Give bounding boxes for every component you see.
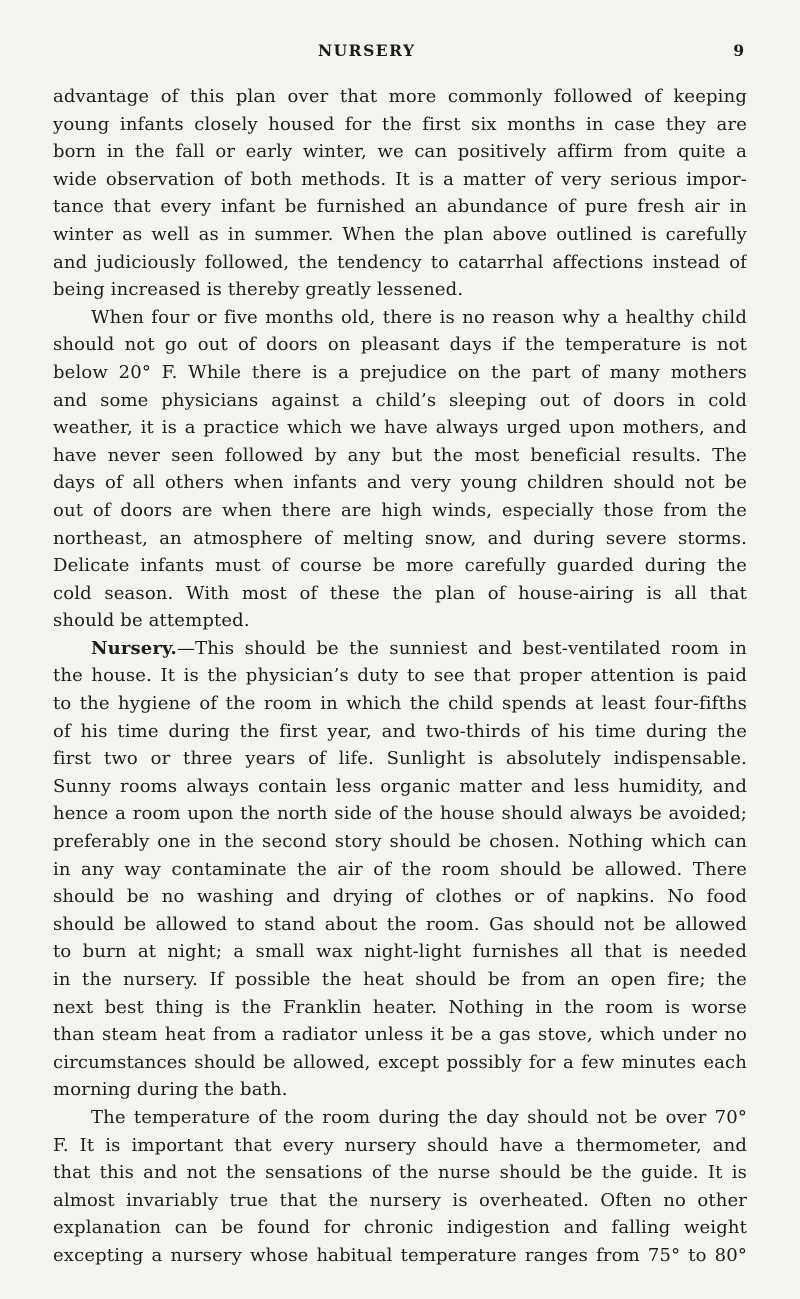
section-opening-line	[53, 635, 747, 663]
text-line: weather, it is a practice which we have always urged upon mothers, and	[53, 417, 747, 439]
text-line: than steam heat from a radiator unless it be a gas stove, which under no	[53, 1024, 747, 1046]
text-line: born in the fall or early winter, we can positively affirm from quite a	[53, 141, 747, 163]
text-line: northeast, an atmosphere of melting snow, and during severe storms.	[53, 527, 747, 549]
text-line: the house. It is the physician’s duty to see that proper attention is paid	[53, 665, 747, 687]
text-line: of his time during the first year, and two-thirds of his time during the	[53, 720, 747, 742]
text-line: wide observation of both methods. It is a matter of very serious impor-	[53, 168, 747, 190]
section-opening-text: —This should be the sunniest and best-ventilated room in	[176, 637, 747, 659]
text-line: almost invariably true that the nursery is overheated. Often no other	[53, 1189, 747, 1211]
page-number: 9	[733, 41, 744, 60]
text-line: and some physicians against a child’s sleeping out of doors in cold	[53, 389, 747, 411]
text-line: winter as well as in summer. When the plan above outlined is carefully	[53, 223, 747, 245]
text-line: Delicate infants must of course be more carefully guarded during the	[53, 555, 747, 577]
text-line: next best thing is the Franklin heater. Nothing in the room is worse	[53, 996, 747, 1018]
text-line: below 20° F. While there is a prejudice on the part of many mothers	[53, 361, 747, 383]
text-line: in the nursery. If possible the heat should be from an open fire; the	[53, 969, 747, 990]
text-line: being increased is thereby greatly lessened.	[53, 279, 464, 301]
text-line: advantage of this plan over that more commonly followed of keeping	[53, 86, 747, 107]
text-line: have never seen followed by any but the most beneficial results. The	[53, 444, 747, 466]
text-line: cold season. With most of these the plan of house-airing is all that	[53, 582, 747, 604]
text-line: morning during the bath.	[53, 1079, 288, 1101]
text-line: to the hygiene of the room in which the child spends at least four-fifths	[53, 693, 747, 715]
text-line: Sunny rooms always contain less organic matter and less humidity, and	[53, 775, 747, 797]
text-line: young infants closely housed for the first six months in case they are	[53, 113, 747, 135]
running-head-title: NURSERY	[318, 41, 416, 60]
text-line: should be allowed to stand about the room. Gas should not be allowed	[53, 913, 747, 935]
text-line: first two or three years of life. Sunlight is absolutely indispensable.	[53, 748, 747, 770]
text-line: preferably one in the second story should be chosen. Nothing which can	[53, 831, 747, 853]
text-line: that this and not the sensations of the nurse should be the guide. It is	[53, 1162, 747, 1184]
text-line: tance that every infant be furnished an abundance of pure fresh air in	[53, 196, 747, 218]
text-line: hence a room upon the north side of the house should always be avoided;	[53, 803, 747, 825]
text-line: should be attempted.	[53, 610, 250, 632]
text-line: out of doors are when there are high winds, especially those from the	[53, 499, 747, 521]
running-head	[0, 41, 800, 65]
text-line: circumstances should be allowed, except possibly for a few minutes each	[53, 1051, 747, 1073]
section-heading-nursery: Nursery.	[91, 637, 177, 659]
text-line: excepting a nursery whose habitual temperature ranges from 75° to 80°	[53, 1244, 747, 1266]
text-line: The temperature of the room during the day should not be over 70°	[91, 1106, 747, 1128]
text-line: explanation can be found for chronic indigestion and falling weight	[53, 1217, 747, 1239]
text-line: F. It is important that every nursery should have a thermometer, and	[53, 1134, 747, 1156]
text-line: should be no washing and drying of clothes or of napkins. No food	[53, 886, 747, 908]
text-line: should not go out of doors on pleasant days if the temperature is not	[53, 334, 747, 356]
text-line: in any way contaminate the air of the room should be allowed. There	[53, 858, 747, 880]
text-line: and judiciously followed, the tendency to catarrhal affections instead of	[53, 251, 747, 273]
body-text	[53, 83, 747, 1270]
text-line: to burn at night; a small wax night-light furnishes all that is needed	[53, 941, 747, 963]
text-line: days of all others when infants and very young children should not be	[53, 472, 747, 494]
text-line: When four or five months old, there is no reason why a healthy child	[91, 306, 747, 328]
